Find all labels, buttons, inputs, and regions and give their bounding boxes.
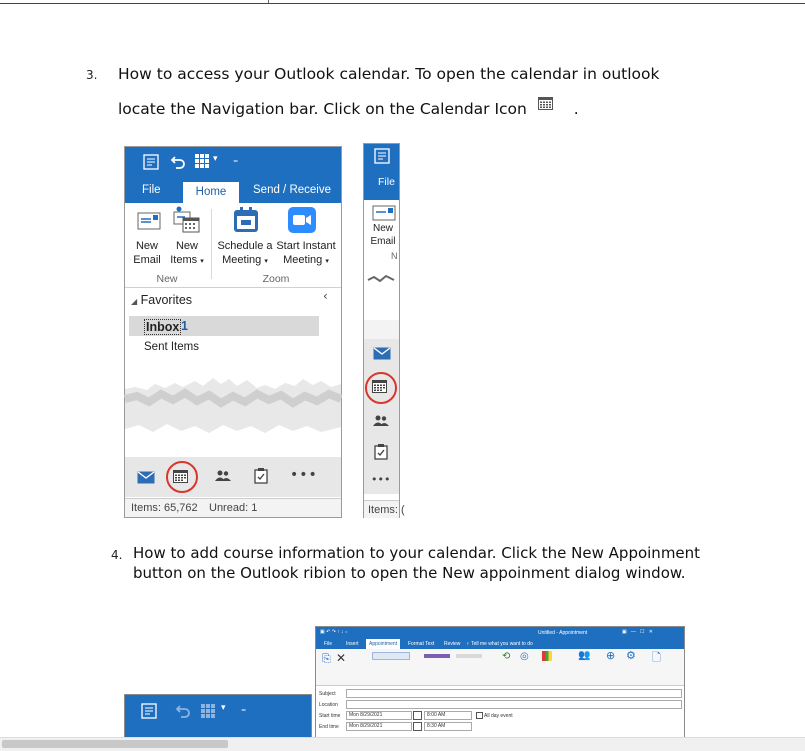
folder-inbox-label: Inbox	[146, 320, 180, 334]
end-time-input[interactable]: 8:30 AM	[424, 722, 472, 731]
schedule-meeting-icon	[233, 207, 259, 233]
tasks-icon[interactable]	[374, 444, 388, 460]
end-date-picker-icon[interactable]	[413, 722, 422, 731]
tab-home[interactable]: Home	[183, 181, 239, 204]
send-receive-all-icon[interactable]	[374, 148, 390, 164]
start-instant-meeting-button[interactable]	[275, 239, 337, 269]
page-top-tick	[268, 0, 269, 3]
start-date-input[interactable]: Mon 8/29/2021	[346, 711, 412, 720]
all-day-checkbox[interactable]	[476, 712, 483, 719]
calendar-icon	[538, 97, 553, 110]
folder-inbox-count: 1	[181, 319, 188, 333]
subject-label: Subject	[319, 691, 336, 697]
invite-attendees-icon[interactable]: 👥	[578, 650, 591, 661]
end-date-input[interactable]: Mon 8/29/2021	[346, 722, 412, 731]
step-4-number: 4.	[111, 548, 123, 562]
status-items: Items: 65,762	[131, 502, 198, 514]
new-email-icon	[137, 211, 161, 231]
start-time-input[interactable]: 8:00 AM	[424, 711, 472, 720]
tab-file[interactable]: File	[142, 184, 161, 196]
outlook-screenshot-right	[363, 143, 405, 518]
more-options-icon[interactable]: •••	[290, 467, 318, 483]
step-3-number: 3.	[86, 68, 98, 82]
more-options-icon[interactable]: •••	[371, 473, 391, 486]
collapse-triangle-icon: ◢	[131, 297, 138, 306]
window-controls-icon[interactable]: ▣ — ☐ ✕	[622, 629, 653, 635]
appointment-view-button[interactable]	[372, 652, 410, 660]
calendar-nav-icon[interactable]	[372, 380, 387, 393]
horizontal-scrollbar-thumb[interactable]	[2, 740, 228, 748]
schedule-meeting-label-1: Schedule a	[217, 240, 273, 252]
collapse-pane-icon[interactable]: ‹	[323, 289, 328, 303]
new-email-icon-narrow	[372, 204, 396, 222]
tell-me-text: Tell me what you want to do	[471, 641, 533, 647]
schedule-meeting-label-2: Meeting ▾	[222, 254, 268, 266]
appointment-tabs	[316, 639, 684, 649]
all-day-label: All day event	[484, 713, 513, 719]
appt-tab-insert[interactable]: Insert	[346, 641, 359, 647]
start-time-label: Start time	[319, 713, 341, 719]
step-3-line-2	[118, 97, 579, 121]
navigation-bar-narrow	[364, 339, 399, 494]
tell-me-box[interactable]: ♀ Tell me what you want to do	[466, 641, 533, 647]
send-receive-all-icon[interactable]	[141, 703, 157, 719]
recurrence-icon[interactable]: ⟲	[502, 651, 511, 662]
outlook-screenshot-left	[124, 146, 342, 518]
new-items-label-1: New	[175, 240, 198, 252]
show-as-busy-icon[interactable]	[424, 654, 450, 658]
status-bar-narrow	[364, 500, 405, 518]
step-3-line-2-text: locate the Navigation bar. Click on the Calendar Icon	[118, 100, 527, 118]
group-new-label: New	[156, 273, 178, 285]
subject-input[interactable]	[346, 689, 682, 698]
outlook-screenshot-bottom	[124, 694, 312, 740]
appointment-window-screenshot	[315, 626, 685, 740]
categorize-icon[interactable]	[542, 651, 552, 661]
folder-inbox[interactable]	[129, 316, 319, 336]
ribbon-tabs	[125, 177, 341, 203]
dropdown-arrow-icon[interactable]: ▾	[221, 703, 226, 713]
step-3-line-1: How to access your Outlook calendar. To open the calendar in outlook	[118, 65, 660, 83]
favorites-header[interactable]	[131, 293, 192, 307]
appointment-ribbon	[316, 649, 684, 686]
favorites-label: Favorites	[140, 293, 193, 307]
delete-icon[interactable]: ✕	[336, 651, 347, 665]
schedule-meeting-button[interactable]	[215, 239, 275, 269]
appointment-title-bar	[316, 627, 684, 639]
time-zones-icon[interactable]: ◎	[520, 651, 529, 662]
customize-toolbar-icon[interactable]: ₌	[233, 155, 239, 166]
page-top-rule	[0, 3, 805, 4]
appointment-qat-icons: ▣ ↶ ↷ ↑ ↓ ₌	[320, 629, 348, 635]
location-input[interactable]	[346, 700, 682, 709]
tab-file-narrow[interactable]: File	[378, 176, 395, 188]
new-items-button[interactable]	[167, 239, 207, 269]
send-receive-all-icon[interactable]	[143, 154, 159, 170]
tasks-icon[interactable]	[254, 468, 268, 484]
folder-sent-items[interactable]: Sent Items	[144, 341, 199, 353]
customize-toolbar-icon[interactable]: ₌	[241, 704, 247, 715]
tab-send-receive[interactable]: Send / Receive	[253, 184, 331, 196]
calendar-nav-icon[interactable]	[173, 470, 188, 483]
add-zoom-meeting-icon[interactable]: ⊕	[606, 649, 616, 662]
start-instant-label-1: Start Instant	[276, 240, 336, 252]
step-3-line-2-end: .	[573, 100, 579, 118]
mail-icon[interactable]	[137, 471, 155, 484]
new-items-label-2: Items ▾	[170, 254, 204, 266]
undo-icon[interactable]	[175, 703, 191, 719]
torn-edge-graphic	[125, 369, 341, 459]
status-items-fragment: Items: (	[368, 504, 405, 516]
status-bar	[125, 498, 341, 517]
location-label: Location	[319, 702, 338, 708]
ribbon-home	[125, 203, 341, 288]
appt-tab-review[interactable]: Review	[444, 641, 461, 647]
new-email-label-2: Email	[133, 254, 161, 266]
new-email-label-1: New	[135, 240, 158, 252]
start-instant-label-2: Meeting ▾	[283, 254, 329, 266]
dropdown-arrow-icon[interactable]: ▾	[213, 154, 218, 164]
appt-tab-appointment[interactable]: Appointment	[366, 639, 400, 649]
group-label-fragment: N	[391, 251, 398, 261]
appt-tab-file[interactable]: File	[324, 641, 333, 647]
end-time-label: End time	[319, 724, 339, 730]
navigation-bar	[125, 457, 341, 497]
ribbon-separator	[211, 209, 212, 279]
quick-access-toolbar	[125, 147, 341, 177]
view-templates-icon[interactable]: 🗋	[652, 651, 661, 664]
show-as-dropdown[interactable]	[456, 654, 482, 658]
new-email-button[interactable]	[131, 239, 163, 267]
apps-grid-icon[interactable]	[195, 154, 209, 168]
appointment-title: Untitled - Appointment	[538, 630, 588, 636]
apps-grid-icon[interactable]	[201, 704, 215, 718]
quick-access-toolbar-narrow	[364, 144, 399, 200]
people-icon[interactable]	[373, 415, 389, 427]
new-email-narrow-label-2: Email	[370, 236, 396, 247]
start-instant-meeting-icon	[288, 207, 316, 233]
zoom-settings-icon[interactable]: ⚙	[626, 649, 636, 662]
step-4-text: How to add course information to your calendar. Click the New Appoinment button on the Outlook ribion to open the New appoinment dialog window.	[133, 544, 701, 582]
group-zoom-label: Zoom	[262, 273, 290, 285]
people-icon[interactable]	[215, 470, 231, 482]
start-date-picker-icon[interactable]	[413, 711, 422, 720]
save-close-icon[interactable]: ⎘	[322, 652, 331, 665]
undo-icon[interactable]	[170, 154, 186, 170]
new-email-narrow-label-1: New	[372, 223, 393, 234]
mail-icon[interactable]	[373, 347, 391, 360]
appt-tab-format-text[interactable]: Format Text	[408, 641, 435, 647]
new-items-icon	[173, 206, 201, 234]
new-email-button-narrow[interactable]	[366, 222, 400, 248]
status-unread: Unread: 1	[209, 502, 258, 514]
